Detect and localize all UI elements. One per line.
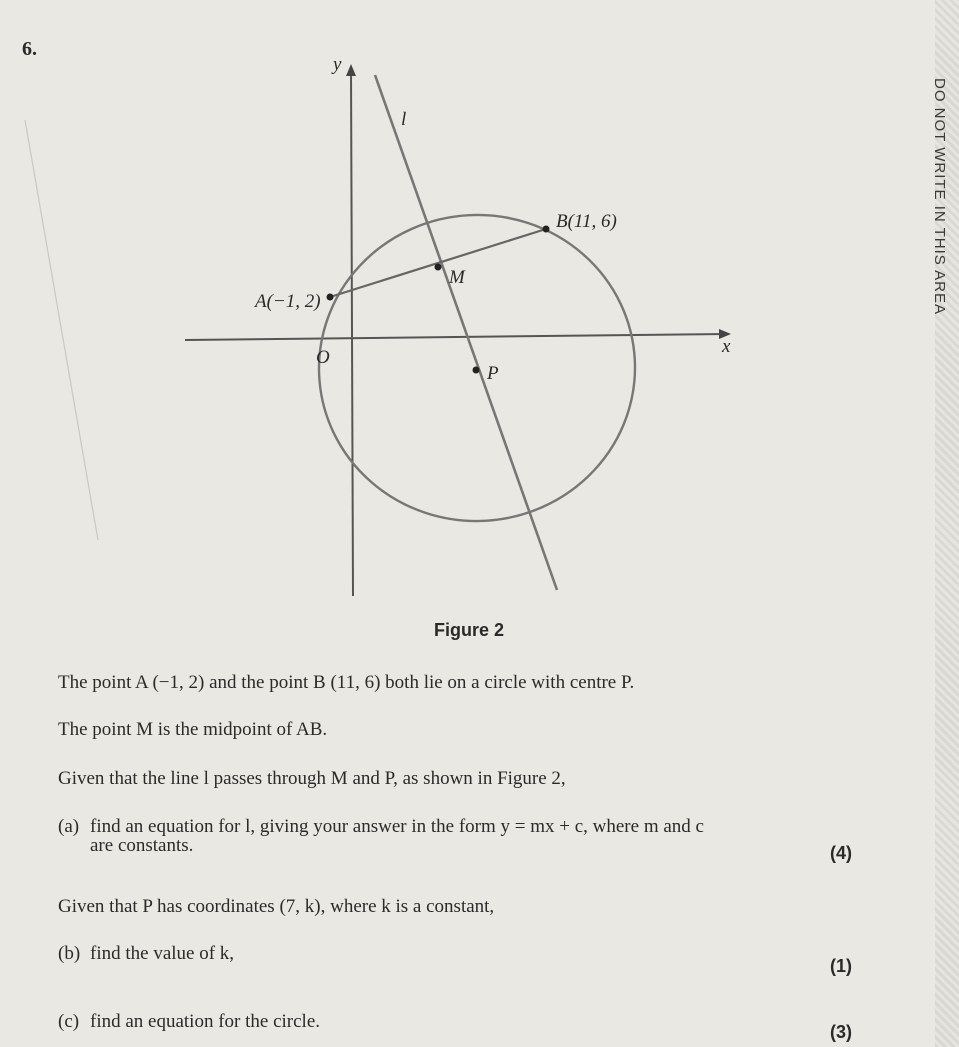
x-axis xyxy=(185,334,727,340)
part-c-label: (c) xyxy=(58,1011,80,1032)
y-axis xyxy=(351,70,353,596)
y-axis-label: y xyxy=(333,54,342,75)
part-c-text: find an equation for the circle. xyxy=(90,1011,321,1032)
point-m xyxy=(435,264,442,271)
page-crease xyxy=(25,120,98,540)
point-a xyxy=(327,294,334,301)
point-b-label: B(11, 6) xyxy=(556,211,617,232)
part-a-marks: (4) xyxy=(830,843,852,863)
y-axis-arrow-icon xyxy=(346,64,356,76)
statement-line-3: Given that the line l passes through M and P, as shown in Figure 2, xyxy=(58,768,566,789)
given-p-statement: Given that P has coordinates (7, k), where k is a constant, xyxy=(58,896,495,917)
statement-line-2: The point M is the midpoint of AB. xyxy=(58,719,328,740)
part-c-marks: (3) xyxy=(830,1022,852,1042)
part-b-text: find the value of k, xyxy=(90,943,235,964)
part-a-text-line-1: find an equation for l, giving your answer in the form y = mx + c, where m and c xyxy=(90,816,704,837)
part-b-label: (b) xyxy=(58,943,81,964)
part-a-label: (a) xyxy=(58,816,80,837)
point-b xyxy=(543,226,550,233)
part-b-marks: (1) xyxy=(830,956,852,976)
point-a-label: A(−1, 2) xyxy=(255,291,321,312)
point-p xyxy=(473,367,480,374)
statement-line-1: The point A (−1, 2) and the point B (11, 6) both lie on a circle with centre P. xyxy=(58,672,635,693)
x-axis-label: x xyxy=(722,336,731,357)
point-m-label: M xyxy=(449,267,465,288)
question-number: 6. xyxy=(22,38,37,60)
origin-label: O xyxy=(316,347,330,368)
line-l-label: l xyxy=(401,109,407,130)
point-p-label: P xyxy=(487,363,499,384)
line-l xyxy=(375,75,557,590)
figure-caption: Figure 2 xyxy=(434,620,505,640)
margin-notice: DO NOT WRITE IN THIS AREA xyxy=(931,78,948,315)
part-a-text-line-2: are constants. xyxy=(90,835,194,856)
